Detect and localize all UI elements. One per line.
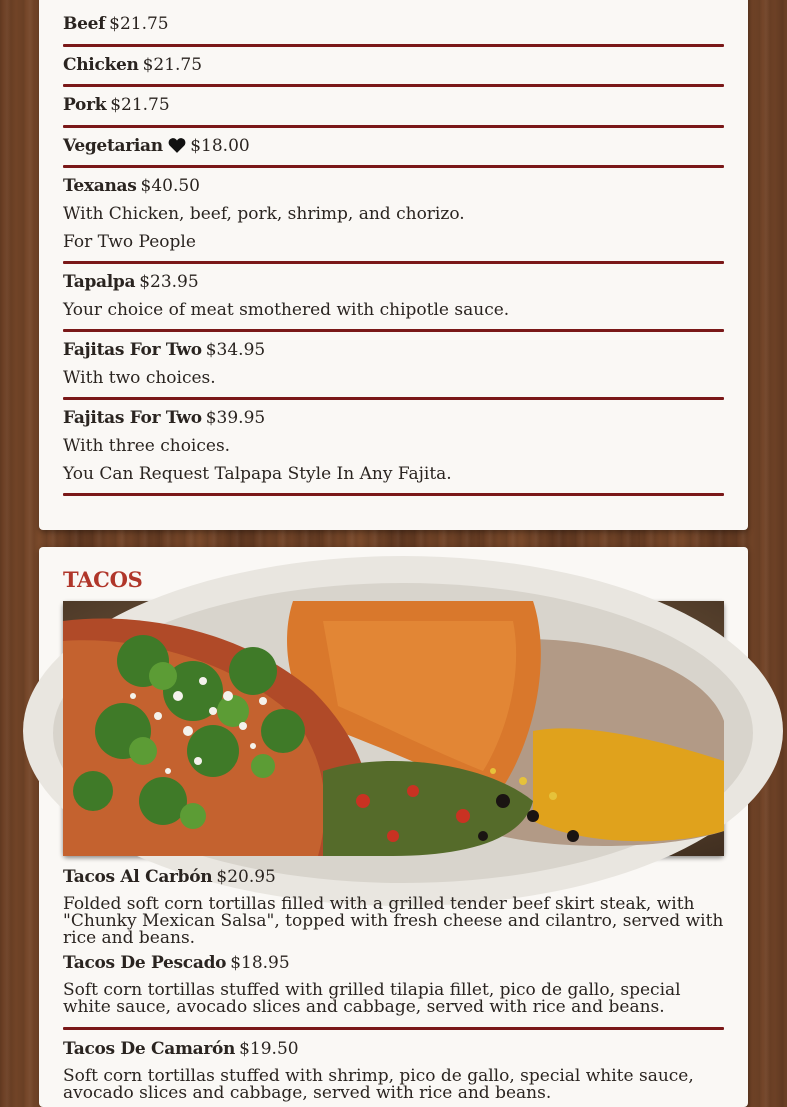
item-name: Texanas [63,176,137,196]
divider [63,1027,724,1030]
item-price: $19.50 [239,1039,299,1059]
item-description: Your choice of meat smothered with chipotle sauce. [63,300,510,320]
item-description: Soft corn tortillas stuffed with grilled tilapia fillet, pico de gallo, special white sauce, avocado slices and cabbage, served with rice and beans. [63,980,681,1017]
menu-item-chicken [63,51,724,79]
divider [63,165,724,168]
item-name: Fajitas For Two [63,340,202,360]
menu-item-beef [63,10,724,38]
menu-item-tacos-de-pescado [63,949,724,1016]
menu-item-tapalpa [63,268,724,324]
divider [63,44,724,47]
menu-item-vegetarian [63,132,724,162]
item-description: With three choices. [63,436,231,456]
item-price: $21.75 [110,95,170,115]
menu-item-texanas [63,172,724,256]
item-name: Tacos Al Carbón [63,867,213,887]
item-price: $40.50 [140,176,200,196]
menu-item-fajitas-three-choices [63,404,724,488]
divider [63,397,724,400]
menu-item-fajitas-two-choices [63,336,724,392]
menu-item-tacos-al-carbon [63,863,724,947]
divider [63,84,724,87]
item-description: Folded soft corn tortillas filled with a grilled tender beef skirt steak, with "Chunky Mexican Salsa", topped with fresh cheese and cilantro, served with rice and beans. [63,894,724,948]
menu-item-pork [63,91,724,119]
menu-card-fajitas [39,0,748,530]
menu-card-tacos [39,547,748,1107]
item-price: $18.95 [230,953,290,973]
item-price: $20.95 [216,867,276,887]
item-description: Soft corn tortillas stuffed with shrimp, pico de gallo, special white sauce, avocado slices and cabbage, served with rice and beans. [63,1066,694,1103]
item-price: $34.95 [205,340,266,360]
item-name: Tacos De Camarón [63,1039,236,1059]
section-title: TACOS [63,567,143,592]
tacos-photo [63,601,724,856]
divider [63,329,724,332]
item-description: With two choices. [63,368,216,388]
item-name: Beef [63,14,106,34]
item-name: Tapalpa [63,272,136,292]
item-name: Tacos De Pescado [63,953,227,973]
divider [63,493,724,496]
item-description: With Chicken, beef, pork, shrimp, and chorizo. [63,204,465,224]
item-name: Chicken [63,55,139,75]
item-price: $21.75 [109,14,169,34]
item-price: $39.95 [205,408,266,428]
heart-icon [168,134,186,162]
menu-item-tacos-de-camaron [63,1035,724,1102]
item-price: $23.95 [139,272,199,292]
item-name: Fajitas For Two [63,408,202,428]
item-name: Pork [63,95,107,115]
item-note: For Two People [63,232,196,252]
divider [63,261,724,264]
item-price: $21.75 [142,55,203,75]
item-price: $18.00 [190,136,250,156]
item-note: You Can Request Talpapa Style In Any Fajita. [63,464,452,484]
item-name: Vegetarian [63,136,163,156]
divider [63,125,724,128]
